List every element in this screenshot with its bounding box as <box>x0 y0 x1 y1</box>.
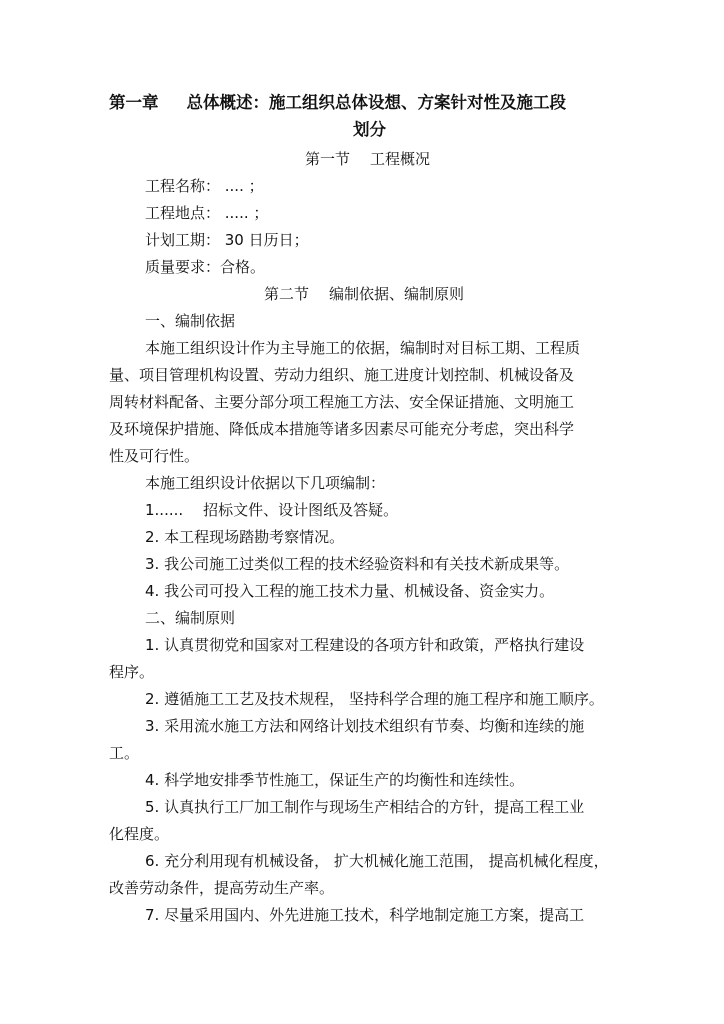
basis-paragraph-line: 量、项目管理机构设置、劳动力组织、施工进度计划控制、机械设备及 <box>109 366 575 384</box>
basis-paragraph-line: 及环境保护措施、降低成本措施等诸多因素尽可能充分考虑，突出科学 <box>109 420 575 438</box>
project-name-line: 工程名称： .... ； <box>145 177 264 195</box>
section-1-heading <box>305 149 430 169</box>
section-2-title: 编制依据、编制原则 <box>329 285 465 303</box>
principle-line: 2. 遵循施工工艺及技术规程， 坚持科学合理的施工程序和施工顺序。 <box>145 690 604 708</box>
basis-item-number: 1...... <box>145 501 184 519</box>
chapter-title-text: 总体概述：施工组织总体设想、方案针对性及施工段 <box>186 93 566 112</box>
principle-line: 6. 充分利用现有机械设备， 扩大机械化施工范围， 提高机械化程度， <box>145 852 609 870</box>
principle-line: 4. 科学地安排季节性施工，保证生产的均衡性和连续性。 <box>145 771 525 789</box>
basis-item: 3. 我公司施工过类似工程的技术经验资料和有关技术新成果等。 <box>145 555 570 573</box>
quality-requirement-line: 质量要求：合格。 <box>145 258 266 276</box>
principle-heading: 二、编制原则 <box>145 609 236 627</box>
section-2-heading <box>264 284 464 304</box>
principle-line: 程序。 <box>109 663 155 681</box>
principle-line: 7. 尽量采用国内、外先进施工技术，科学地制定施工方案，提高工 <box>145 906 585 924</box>
basis-item-text: 招标文件、设计图纸及答疑。 <box>203 501 399 519</box>
section-2-label: 第二节 <box>264 285 310 303</box>
basis-intro: 本施工组织设计依据以下几项编制： <box>145 474 386 492</box>
basis-heading: 一、编制依据 <box>145 312 236 330</box>
principle-line: 3. 采用流水施工方法和网络计划技术组织有节奏、均衡和连续的施 <box>145 717 585 735</box>
basis-paragraph-line: 周转材料配备、主要分部分项工程施工方法、安全保证措施、文明施工 <box>109 393 575 411</box>
basis-item: 2. 本工程现场踏勘考察情况。 <box>145 528 345 546</box>
basis-item: 4. 我公司可投入工程的施工技术力量、机械设备、资金实力。 <box>145 582 555 600</box>
section-1-label: 第一节 <box>305 150 351 168</box>
principle-line: 5. 认真执行工厂加工制作与现场生产相结合的方针，提高工程工业 <box>145 798 585 816</box>
chapter-title-continued: 划分 <box>353 120 386 139</box>
section-1-title: 工程概况 <box>370 150 431 168</box>
project-location-line: 工程地点： ..... ； <box>145 204 269 222</box>
chapter-label: 第一章 <box>109 93 159 112</box>
project-duration-line: 计划工期： 30 日历日； <box>145 231 309 249</box>
basis-paragraph-line: 本施工组织设计作为主导施工的依据，编制时对目标工期、工程质 <box>145 339 581 357</box>
principle-line: 工。 <box>109 744 140 762</box>
principle-line: 化程度。 <box>109 825 170 843</box>
principle-line: 改善劳动条件，提高劳动生产率。 <box>109 879 335 897</box>
basis-item <box>145 500 398 520</box>
chapter-title <box>109 93 566 113</box>
basis-paragraph-line: 性及可行性。 <box>109 447 200 465</box>
principle-line: 1. 认真贯彻党和国家对工程建设的各项方针和政策，严格执行建设 <box>145 636 585 654</box>
